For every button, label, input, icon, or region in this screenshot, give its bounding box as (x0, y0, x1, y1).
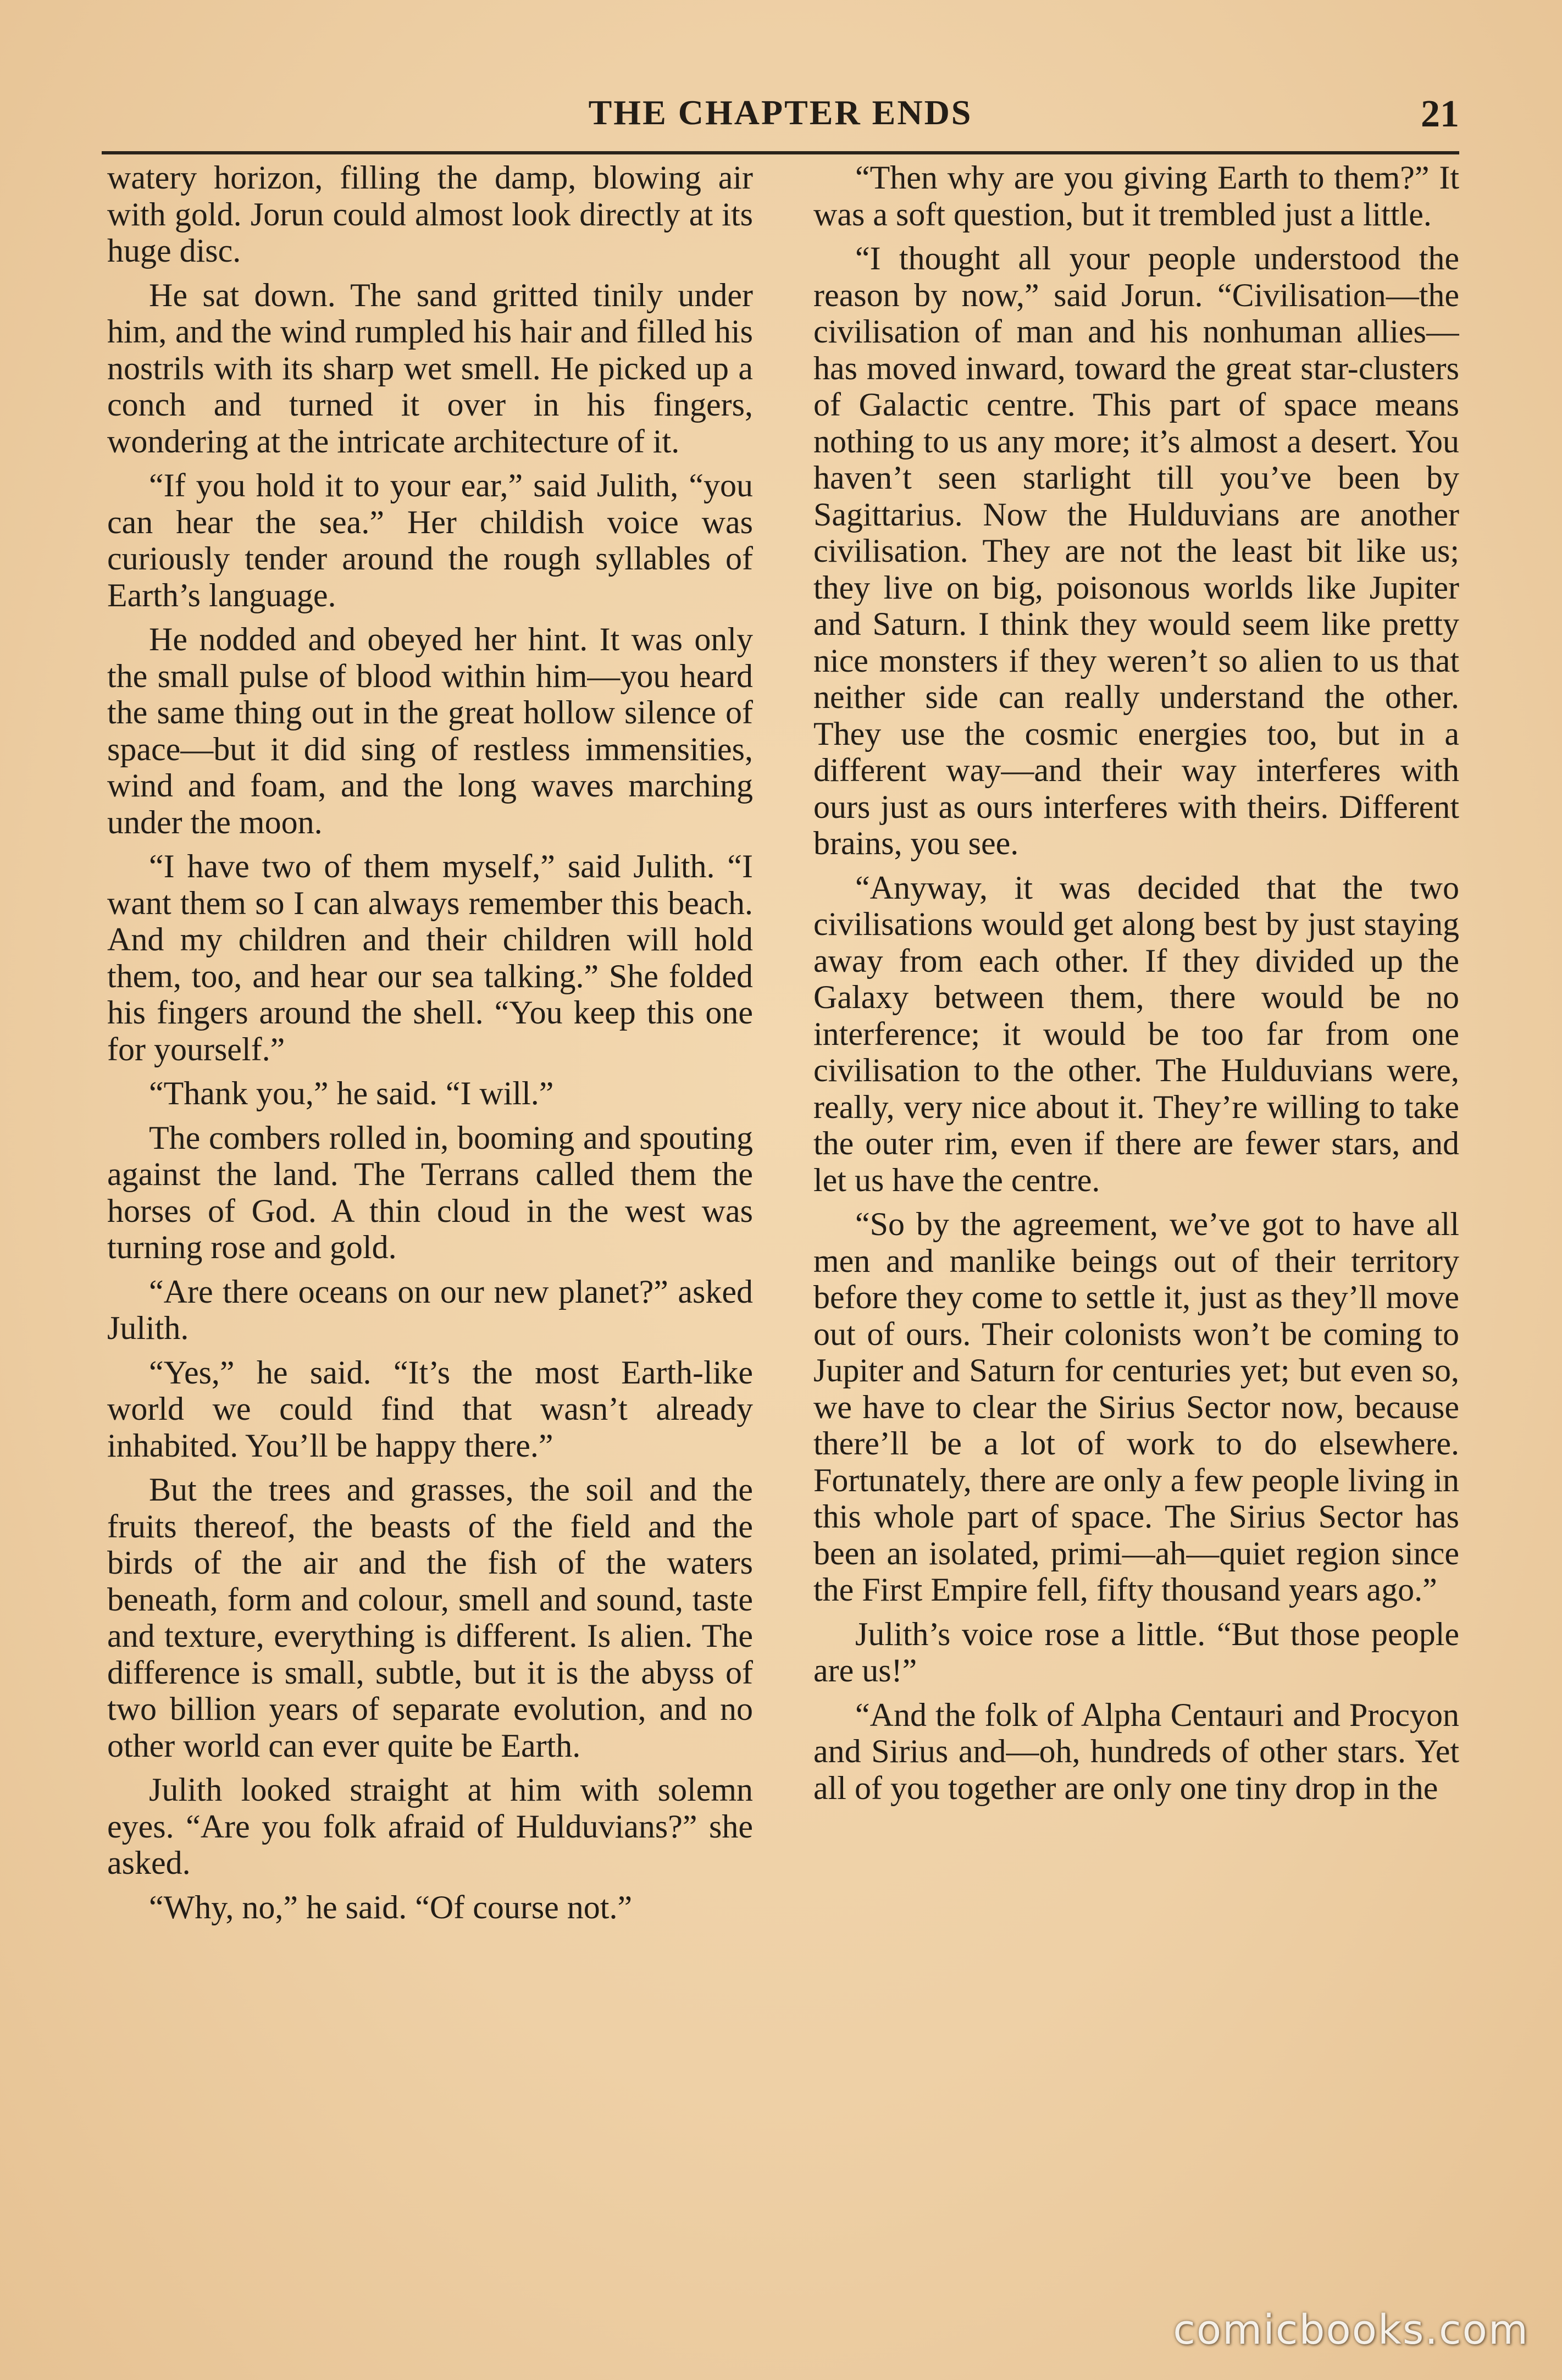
paragraph: “Are there oceans on our new planet?” asked Julith. (107, 1273, 753, 1346)
running-head (102, 82, 1459, 143)
paragraph: He sat down. The sand gritted tinily under him, and the wind rumpled his hair and filled his nostrils with its sharp wet smell. He picked up a conch and turned it over in his fingers, wondering at the intricate architecture of it. (107, 276, 753, 460)
right-column (813, 159, 1459, 2281)
paragraph: “I thought all your people understood the reason by now,” said Jorun. “Civilisation—the civilisation of man and his nonhuman allies—has moved inward, toward the great star-clusters of Galactic centre. This part of space means nothing to us any more; it’s almost a desert. You haven’t seen starlight till you’ve been by Sagittarius. Now the Hulduvians are another civilisation. They are not the least bit like us; they live on big, poisonous worlds like Jupiter and Saturn. I think they would seem like pretty nice monsters if they weren’t so alien to us that neither side can really understand the other. They use the cosmic energies too, but in a different way—and their way interferes with ours just as ours interferes with theirs. Different brains, you see. (813, 240, 1459, 861)
chapter-title: THE CHAPTER ENDS (588, 93, 973, 132)
paragraph: “Why, no,” he said. “Of course not.” (149, 1889, 633, 1925)
page-number: 21 (1421, 93, 1459, 135)
paragraph: “So by the agreement, we’ve got to have all men and manlike beings out of their territory before they come to settle it, just as they’ll move out of ours. Their colonists won’t be coming to Jupiter and Saturn for centuries yet; but even so, we have to clear the Sirius Sector now, because there’ll be a lot of work to do elsewhere. Fortunately, there are only a few people living in this whole part of space. The Sirius Sector has been an isolated, primi—ah—quiet region since the First Empire fell, fifty thousand years ago.” (813, 1206, 1459, 1608)
paragraph: “Yes,” he said. “It’s the most Earth-like world we could find that wasn’t already inhabited. You’ll be happy there.” (107, 1354, 753, 1464)
header-rule (102, 151, 1459, 154)
paragraph: “Anyway, it was decided that the two civilisations would get along best by just staying away from each other. If they divided up the Galaxy between them, there would be no interference; it would be too far from one civilisation to the other. The Hulduvians were, really, very nice about it. They’re willing to take the outer rim, even if there are fewer stars, and let us have the centre. (813, 869, 1459, 1198)
paragraph: watery horizon, filling the damp, blowing air with gold. Jorun could almost look directly at its huge disc. (107, 159, 753, 269)
watermark: comicbooks.com (1173, 2306, 1529, 2354)
paragraph: “I have two of them myself,” said Julith. “I want them so I can always remember this beach. And my children and their children will hold them, too, and hear our sea talking.” She folded his fingers around the shell. “You keep this one for yourself.” (107, 848, 753, 1067)
left-column (107, 159, 753, 2281)
paragraph: “Thank you,” he said. “I will.” (149, 1075, 554, 1111)
paragraph: Julith looked straight at him with solemn eyes. “Are you folk afraid of Hulduvians?” she asked. (107, 1772, 753, 1881)
paragraph: He nodded and obeyed her hint. It was only the small pulse of blood within him—you heard the same thing out in the great hollow silence of space—but it did sing of restless immensities, wind and foam, and the long waves marching under the moon. (107, 621, 753, 840)
paragraph: But the trees and grasses, the soil and the fruits thereof, the beasts of the field and the birds of the air and the fish of the waters beneath, form and colour, smell and sound, taste and texture, everything is different. Is alien. The difference is small, subtle, but it is the abyss of two billion years of separate evolution, and no other world can ever quite be Earth. (107, 1471, 753, 1764)
paragraph: Julith’s voice rose a little. “But those people are us!” (813, 1615, 1459, 1689)
paragraph: “And the folk of Alpha Centauri and Procyon and Sirius and—oh, hundreds of other stars. Yet all of you together are only one tiny drop in the (813, 1696, 1459, 1806)
paragraph: The combers rolled in, booming and spouting against the land. The Terrans called them the horses of God. A thin cloud in the west was turning rose and gold. (107, 1119, 753, 1265)
paragraph: “Then why are you giving Earth to them?” It was a soft question, but it trembled just a little. (813, 159, 1459, 233)
paragraph: “If you hold it to your ear,” said Julith, “you can hear the sea.” Her childish voice was curiously tender around the rough syllables of Earth’s language. (107, 467, 753, 613)
